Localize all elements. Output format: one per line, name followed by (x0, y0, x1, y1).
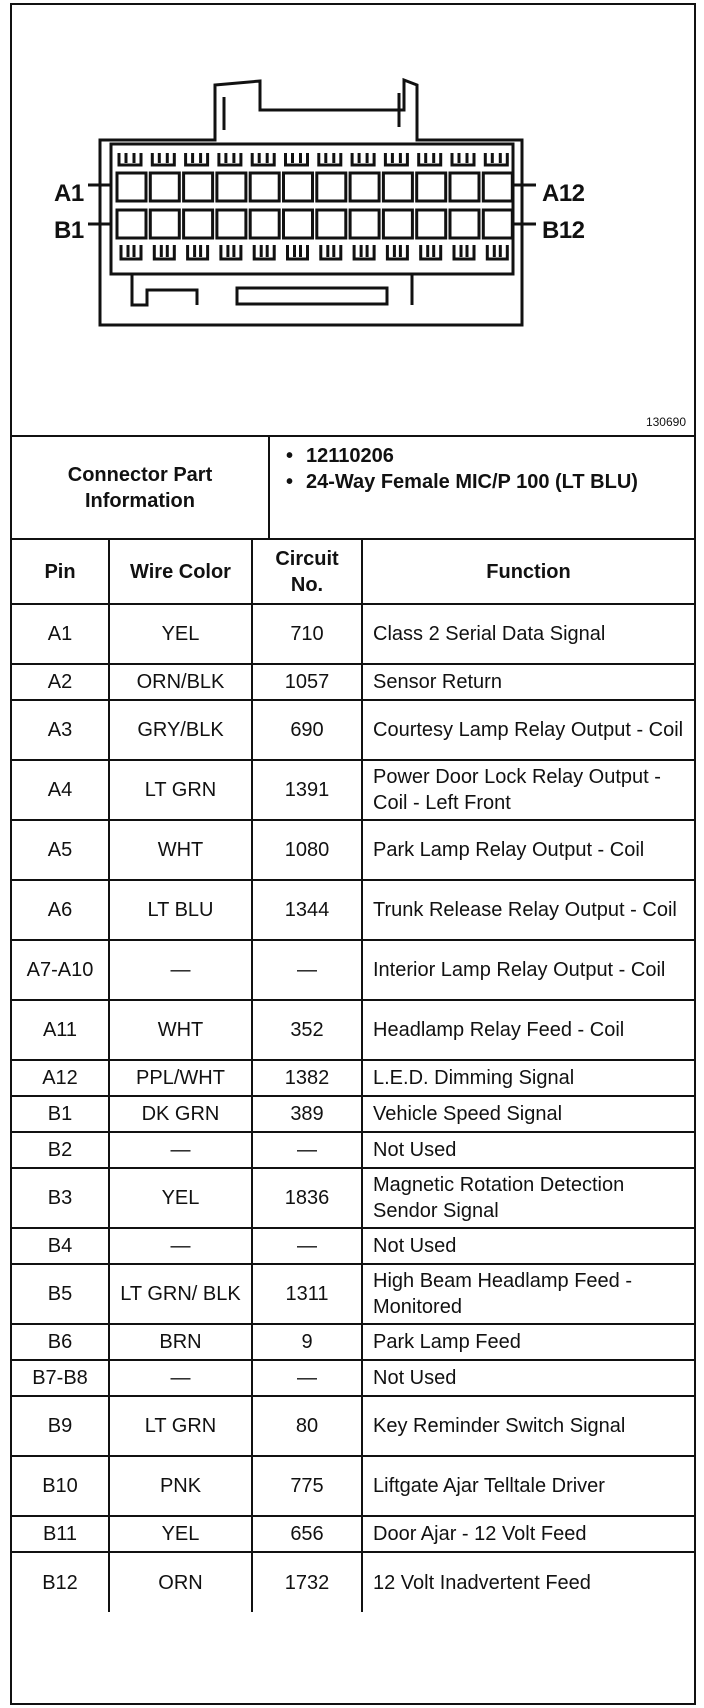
pin-table (12, 540, 694, 1612)
terminal-lock-bottom (321, 245, 341, 259)
circuit-cell: 1836 (252, 1168, 362, 1228)
pin-cell: A5 (12, 820, 109, 880)
connector-sheet (10, 3, 696, 1705)
terminal-lock-bottom (387, 245, 407, 259)
terminal-lock-bottom (154, 245, 174, 259)
circuit-cell: 690 (252, 700, 362, 760)
circuit-cell: 1732 (252, 1552, 362, 1612)
table-row (12, 700, 694, 760)
cavity-row-b (450, 210, 479, 238)
table-row (12, 604, 694, 664)
cavity-row-b (217, 210, 246, 238)
pin-cell: B6 (12, 1324, 109, 1360)
terminal-lock-top (385, 153, 407, 165)
terminal-lock-top (352, 153, 374, 165)
terminal-lock-bottom (421, 245, 441, 259)
pin-table-header (12, 540, 694, 604)
pin-cell: B4 (12, 1228, 109, 1264)
cavity-row-b (184, 210, 213, 238)
function-cell: L.E.D. Dimming Signal (362, 1060, 694, 1096)
wire-color-cell: YEL (109, 604, 252, 664)
connector-part-info (12, 437, 694, 540)
pin-cell: A11 (12, 1000, 109, 1060)
wire-color-cell: — (109, 940, 252, 1000)
label-a12: A12 (542, 180, 585, 207)
wire-color-cell: LT GRN (109, 1396, 252, 1456)
terminal-lock-top (419, 153, 441, 165)
table-row (12, 1360, 694, 1396)
circuit-cell: 1382 (252, 1060, 362, 1096)
cavity-row-a (284, 173, 313, 201)
wire-color-cell: ORN/BLK (109, 664, 252, 700)
pin-cell: B9 (12, 1396, 109, 1456)
connector-part-info-list (270, 437, 694, 538)
pin-cell: B11 (12, 1516, 109, 1552)
table-row (12, 1096, 694, 1132)
pin-cell: B5 (12, 1264, 109, 1324)
terminal-lock-bottom (454, 245, 474, 259)
terminal-lock-top (485, 153, 507, 165)
cavity-row-a (417, 173, 446, 201)
cavity-row-a (184, 173, 213, 201)
header-wire-color: Wire Color (109, 540, 252, 604)
connector-description: • 24-Way Female MIC/P 100 (LT BLU) (306, 469, 684, 495)
polarization-slot (237, 288, 387, 304)
terminal-lock-top (252, 153, 274, 165)
terminal-lock-top (452, 153, 474, 165)
terminal-lock-top (219, 153, 241, 165)
wire-color-cell: ORN (109, 1552, 252, 1612)
pin-cell: B2 (12, 1132, 109, 1168)
wire-color-cell: — (109, 1132, 252, 1168)
connector-face-drawing (12, 5, 694, 437)
cavity-row-b (150, 210, 179, 238)
table-row (12, 760, 694, 820)
terminal-lock-top (286, 153, 308, 165)
pin-cell: A12 (12, 1060, 109, 1096)
wire-color-cell: WHT (109, 820, 252, 880)
wire-color-cell: YEL (109, 1168, 252, 1228)
table-row (12, 1324, 694, 1360)
table-row (12, 940, 694, 1000)
terminal-lock-top (186, 153, 208, 165)
table-row (12, 1060, 694, 1096)
figure-number: 130690 (645, 415, 686, 429)
cavity-row-a (383, 173, 412, 201)
wire-color-cell: LT GRN (109, 760, 252, 820)
terminal-lock-top (319, 153, 341, 165)
pin-cell: B12 (12, 1552, 109, 1612)
circuit-cell: — (252, 940, 362, 1000)
cavity-row-a (117, 173, 146, 201)
circuit-cell: 710 (252, 604, 362, 664)
circuit-cell: 9 (252, 1324, 362, 1360)
pin-cell: A7-A10 (12, 940, 109, 1000)
circuit-cell: 1344 (252, 880, 362, 940)
cavity-row-a (217, 173, 246, 201)
header-function: Function (362, 540, 694, 604)
table-row (12, 1228, 694, 1264)
wire-color-cell: WHT (109, 1000, 252, 1060)
table-row (12, 820, 694, 880)
function-cell: Trunk Release Relay Output - Coil (362, 880, 694, 940)
terminal-lock-top (119, 153, 141, 165)
function-cell: Not Used (362, 1228, 694, 1264)
function-cell: Door Ajar - 12 Volt Feed (362, 1516, 694, 1552)
cavity-row-a (250, 173, 279, 201)
wire-color-cell: LT BLU (109, 880, 252, 940)
pin-cell: A4 (12, 760, 109, 820)
circuit-cell: 1391 (252, 760, 362, 820)
circuit-cell: — (252, 1132, 362, 1168)
circuit-cell: — (252, 1228, 362, 1264)
label-a1: A1 (54, 180, 84, 207)
cavity-row-a (450, 173, 479, 201)
wire-color-cell: PPL/WHT (109, 1060, 252, 1096)
function-cell: High Beam Headlamp Feed - Monitored (362, 1264, 694, 1324)
table-row (12, 1000, 694, 1060)
circuit-cell: — (252, 1360, 362, 1396)
terminal-lock-bottom (221, 245, 241, 259)
function-cell: Park Lamp Feed (362, 1324, 694, 1360)
cavity-row-b (317, 210, 346, 238)
cavity-row-b (284, 210, 313, 238)
function-cell: Headlamp Relay Feed - Coil (362, 1000, 694, 1060)
header-pin: Pin (12, 540, 109, 604)
cavity-row-a (483, 173, 512, 201)
terminal-lock-bottom (121, 245, 141, 259)
table-row (12, 1168, 694, 1228)
terminal-lock-bottom (254, 245, 274, 259)
terminal-lock-bottom (188, 245, 208, 259)
wire-color-cell: LT GRN/ BLK (109, 1264, 252, 1324)
cavity-row-b (417, 210, 446, 238)
connector-diagram (12, 5, 694, 437)
function-cell: Not Used (362, 1360, 694, 1396)
table-row (12, 1396, 694, 1456)
cavity-row-a (317, 173, 346, 201)
pin-cell: B1 (12, 1096, 109, 1132)
table-row (12, 1132, 694, 1168)
part-number: • 12110206 (306, 443, 684, 469)
circuit-cell: 352 (252, 1000, 362, 1060)
label-b12: B12 (542, 217, 585, 244)
cavity-row-b (250, 210, 279, 238)
terminal-lock-bottom (354, 245, 374, 259)
pin-cell: A1 (12, 604, 109, 664)
cavity-row-b (350, 210, 379, 238)
wire-color-cell: — (109, 1228, 252, 1264)
cavity-row-b (483, 210, 512, 238)
label-b1: B1 (54, 217, 84, 244)
function-cell: Courtesy Lamp Relay Output - Coil (362, 700, 694, 760)
circuit-cell: 1057 (252, 664, 362, 700)
table-row (12, 1456, 694, 1516)
pin-cell: A6 (12, 880, 109, 940)
function-cell: Not Used (362, 1132, 694, 1168)
circuit-cell: 1080 (252, 820, 362, 880)
function-cell: Park Lamp Relay Output - Coil (362, 820, 694, 880)
connector-part-info-label: Connector Part Information (12, 437, 270, 538)
wire-color-cell: YEL (109, 1516, 252, 1552)
table-row (12, 664, 694, 700)
pin-cell: B7-B8 (12, 1360, 109, 1396)
function-cell: Liftgate Ajar Telltale Driver (362, 1456, 694, 1516)
function-cell: Vehicle Speed Signal (362, 1096, 694, 1132)
function-cell: Power Door Lock Relay Output - Coil - Left Front (362, 760, 694, 820)
cavity-row-a (150, 173, 179, 201)
function-cell: Sensor Return (362, 664, 694, 700)
pin-cell: A2 (12, 664, 109, 700)
pin-cell: B10 (12, 1456, 109, 1516)
pin-cell: A3 (12, 700, 109, 760)
function-cell: Interior Lamp Relay Output - Coil (362, 940, 694, 1000)
wire-color-cell: GRY/BLK (109, 700, 252, 760)
circuit-cell: 775 (252, 1456, 362, 1516)
cavity-row-b (117, 210, 146, 238)
terminal-lock-top (152, 153, 174, 165)
pin-cell: B3 (12, 1168, 109, 1228)
terminal-lock-bottom (487, 245, 507, 259)
table-row (12, 880, 694, 940)
function-cell: Key Reminder Switch Signal (362, 1396, 694, 1456)
circuit-cell: 1311 (252, 1264, 362, 1324)
wire-color-cell: PNK (109, 1456, 252, 1516)
circuit-cell: 389 (252, 1096, 362, 1132)
cavity-row-a (350, 173, 379, 201)
header-circuit-no: Circuit No. (252, 540, 362, 604)
wire-color-cell: BRN (109, 1324, 252, 1360)
table-row (12, 1264, 694, 1324)
table-row (12, 1552, 694, 1612)
function-cell: 12 Volt Inadvertent Feed (362, 1552, 694, 1612)
circuit-cell: 656 (252, 1516, 362, 1552)
function-cell: Class 2 Serial Data Signal (362, 604, 694, 664)
function-cell: Magnetic Rotation Detection Sendor Signal (362, 1168, 694, 1228)
cavity-row-b (383, 210, 412, 238)
terminal-lock-bottom (288, 245, 308, 259)
wire-color-cell: — (109, 1360, 252, 1396)
table-row (12, 1516, 694, 1552)
circuit-cell: 80 (252, 1396, 362, 1456)
wire-color-cell: DK GRN (109, 1096, 252, 1132)
